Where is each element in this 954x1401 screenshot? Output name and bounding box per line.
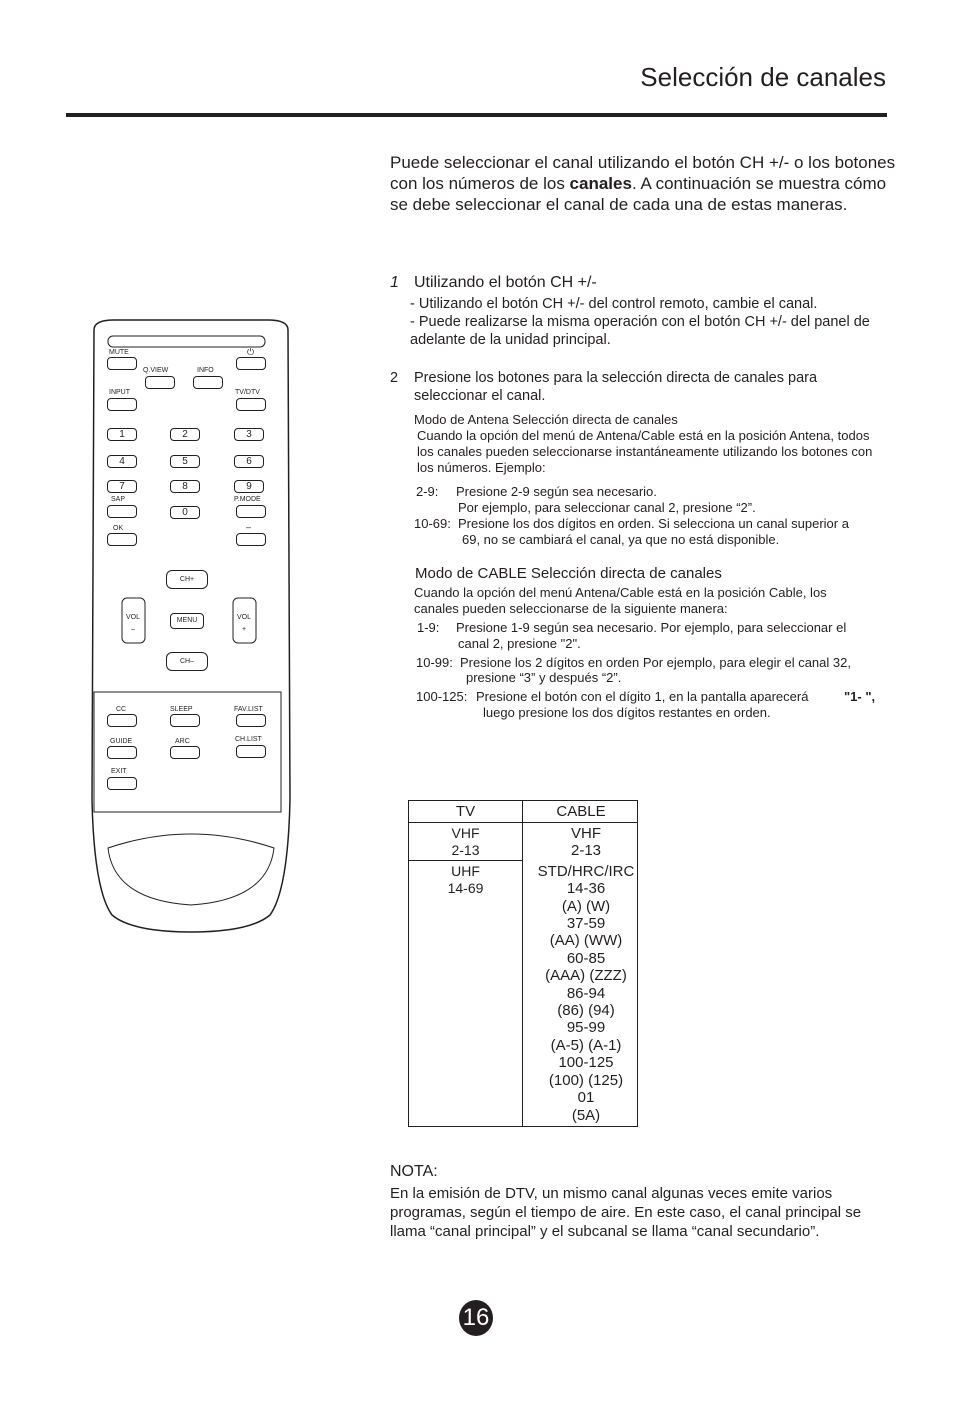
exit-label: EXIT	[111, 768, 127, 775]
table-cell: STD/HRC/IRC	[537, 862, 635, 880]
info-label: INFO	[197, 367, 214, 374]
table-cell: 86-94	[566, 984, 606, 1002]
digit-9-button[interactable]: 9	[234, 480, 264, 493]
table-cell: 14-69	[447, 880, 484, 897]
vol-minus-label[interactable]: VOL	[126, 614, 141, 621]
pmode-button[interactable]	[236, 505, 266, 518]
intro-text: Puede seleccionar el canal utilizando el botón CH +/- o los botones con los números de los	[390, 153, 896, 193]
table-cell: 14-36	[566, 880, 606, 898]
digit-2-button[interactable]: 2	[170, 428, 200, 441]
table-cell: (100) (125)	[548, 1071, 624, 1089]
table-cell: 95-99	[566, 1019, 606, 1037]
section2-number: 2	[390, 370, 399, 386]
table-cell: 2-13	[451, 842, 480, 859]
table-cell: (5A)	[571, 1106, 601, 1124]
input-label: INPUT	[109, 389, 130, 396]
antenna-row-key: 2-9:	[416, 484, 439, 499]
page-title: Selección de canales	[640, 62, 886, 92]
digit-0-button[interactable]: 0	[170, 506, 200, 519]
intro-bold: canales	[569, 174, 632, 193]
guide-button[interactable]	[107, 746, 137, 759]
channel-up-button[interactable]: CH+	[166, 570, 208, 589]
section1-line: - Puede realizarse la misma operación con el botón CH +/- del panel de adelante de la unidad principal.	[410, 314, 870, 348]
cable-row-key: 10-99:	[416, 655, 453, 670]
table-cell: 100-125	[558, 1054, 614, 1072]
ok-button[interactable]	[107, 533, 137, 546]
section1-line: - Utilizando el botón CH +/- del control remoto, cambie el canal.	[410, 296, 818, 312]
power-button[interactable]	[236, 357, 266, 370]
cable-row-text-2: presione “3” y después “2”.	[466, 670, 622, 685]
page-number: 16	[459, 1300, 493, 1336]
antenna-row-text: Presione 2-9 según sea necesario.	[456, 484, 657, 499]
cable-row-bold: "1- ",	[844, 689, 876, 704]
table-cell: UHF	[451, 863, 480, 879]
cable-row-text: Presione 1-9 según sea necesario. Por ejemplo, para seleccionar el	[456, 620, 847, 635]
note-text: En la emisión de DTV, un mismo canal algunas veces emite varios programas, según el tiempo de aire. En este caso, el canal principal se llama “canal principal” y el subcanal se llama “canal secundario”.	[390, 1185, 862, 1240]
cable-row-text: Presione los 2 dígitos en orden Por ejemplo, para elegir el canal 32,	[460, 655, 851, 670]
section2-title: Presione los botones para la selección directa de canales para seleccionar el canal.	[414, 370, 818, 404]
qview-label: Q.VIEW	[143, 367, 169, 374]
ok-label: OK	[113, 525, 124, 532]
table-cell: (86) (94)	[557, 1002, 615, 1020]
cc-label: CC	[116, 706, 127, 713]
vol-plus-button[interactable]: +	[242, 626, 247, 633]
antenna-row-text-2: Por ejemplo, para seleccionar canal 2, presione “2”.	[458, 500, 756, 515]
table-header-cable: CABLE	[556, 803, 606, 820]
table-cell: VHF	[451, 825, 480, 841]
cable-row-text-2: canal 2, presione "2".	[458, 636, 581, 651]
menu-button[interactable]: MENU	[170, 613, 204, 629]
cable-mode-desc: Cuando la opción del menú Antena/Cable está en la posición Cable, los canales pueden seleccionarse de la siguiente manera:	[414, 585, 827, 616]
arc-label: ARC	[175, 738, 190, 745]
favlist-label: FAV.LIST	[234, 706, 263, 713]
dash-label: –	[246, 522, 252, 532]
section1-number: 1	[390, 274, 399, 291]
sap-label: SAP	[111, 496, 126, 503]
table-cell: 01	[577, 1089, 595, 1107]
sleep-label: SLEEP	[170, 706, 193, 713]
cable-row-text-2: luego presione los dos dígitos restantes en orden.	[483, 705, 771, 720]
digit-3-button[interactable]: 3	[234, 428, 264, 441]
table-cell: 2-13	[570, 842, 602, 860]
antenna-row-text-2: 69, no se cambiará el canal, ya que no está disponible.	[462, 532, 780, 547]
dash-button[interactable]	[236, 533, 266, 546]
digit-6-button[interactable]: 6	[234, 455, 264, 468]
table-cell: 60-85	[566, 949, 606, 967]
guide-label: GUIDE	[110, 738, 133, 745]
digit-8-button[interactable]: 8	[170, 480, 200, 493]
antenna-mode-desc: Cuando la opción del menú de Antena/Cable está en la posición Antena, todos los canales pueden seleccionarse instantáneamente utilizando los botones con los números. Ejemplo:	[417, 428, 873, 475]
digit-1-button[interactable]: 1	[107, 428, 137, 441]
antenna-mode-title: Modo de Antena Selección directa de canales	[414, 412, 678, 427]
table-header-tv: TV	[455, 803, 476, 820]
vol-minus-button[interactable]: –	[131, 626, 135, 633]
vol-plus-label[interactable]: VOL	[237, 614, 252, 621]
table-cell: (A-5) (A-1)	[550, 1036, 622, 1054]
channel-down-button[interactable]: CH–	[166, 652, 208, 671]
section1-title: Utilizando el botón CH +/-	[414, 274, 597, 291]
cable-row-text: Presione el botón con el dígito 1, en la pantalla aparecerá	[476, 689, 809, 704]
antenna-row-text: Presione los dos dígitos en orden. Si selecciona un canal superior a	[458, 516, 849, 531]
table-cell: VHF	[571, 825, 601, 842]
tvdtv-button[interactable]	[236, 398, 266, 411]
mute-button[interactable]	[107, 357, 137, 370]
tvdtv-label: TV/DTV	[235, 389, 260, 396]
table-cell: (A) (W)	[561, 897, 611, 915]
sap-button[interactable]	[107, 505, 137, 518]
cc-button[interactable]	[107, 714, 137, 727]
cable-row-key: 100-125:	[416, 689, 468, 704]
chlist-button[interactable]	[236, 745, 266, 758]
info-button[interactable]	[193, 376, 223, 389]
favlist-button[interactable]	[236, 714, 266, 727]
qview-button[interactable]	[145, 376, 175, 389]
table-cell: (AA) (WW)	[549, 932, 623, 950]
cable-mode-title: Modo de CABLE Selección directa de canales	[415, 565, 722, 582]
chlist-label: CH.LIST	[235, 736, 262, 743]
input-button[interactable]	[107, 398, 137, 411]
intro-text-after: . A continuación se muestra cómo se debe seleccionar el canal de cada una de estas maneras.	[390, 174, 887, 214]
table-cell: (AAA) (ZZZ)	[545, 967, 627, 985]
power-icon: ⏻	[247, 347, 255, 357]
cable-row-key: 1-9:	[417, 620, 440, 635]
mute-label: MUTE	[109, 349, 129, 356]
arc-button[interactable]	[170, 746, 200, 759]
digit-4-button[interactable]: 4	[107, 455, 137, 468]
sleep-button[interactable]	[170, 714, 200, 727]
note-title: NOTA:	[390, 1163, 438, 1180]
table-cell: 37-59	[566, 915, 606, 933]
pmode-label: P.MODE	[234, 496, 261, 503]
antenna-row-key: 10-69:	[414, 516, 451, 531]
exit-button[interactable]	[107, 777, 137, 790]
digit-5-button[interactable]: 5	[170, 455, 200, 468]
digit-7-button[interactable]: 7	[107, 480, 137, 493]
